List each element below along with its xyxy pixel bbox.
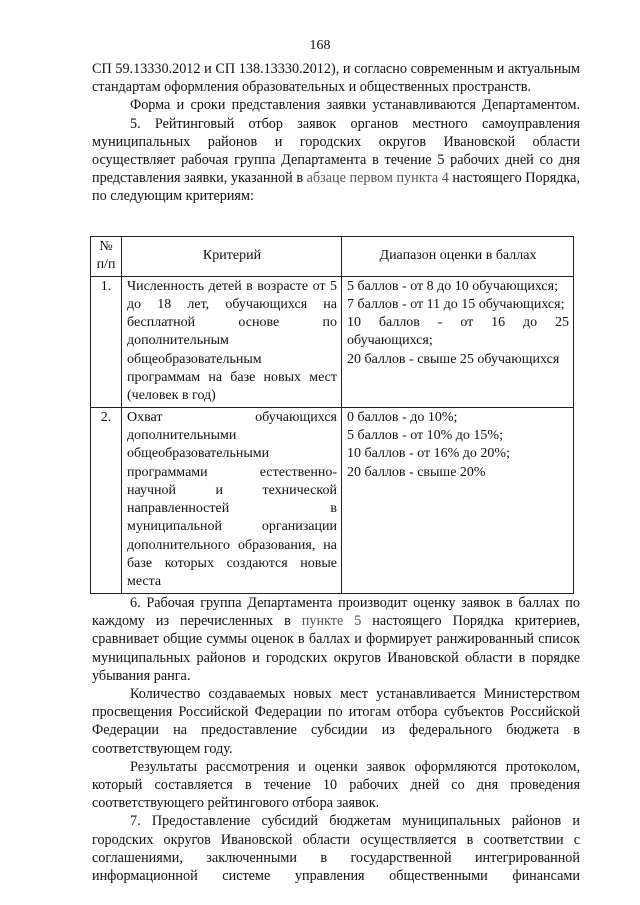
reference-link-point-5[interactable]: пункте 5 bbox=[301, 613, 362, 630]
table-header-row bbox=[91, 237, 574, 277]
intro-paragraph-3-start: 5. Рейтинговый отбор заявок органов местного самоуправления муниципальных районов и городских округов Ивановской области осуществляет рабочая группа Департамента в течение 5 рабочих дней со дня представления заявки, указанной в bbox=[92, 115, 580, 187]
score-line: 10 баллов - от 16 до 25 обучающихся; bbox=[347, 315, 569, 349]
intro-paragraph-2: Форма и сроки представления заявки устанавливаются Департаментом. bbox=[130, 97, 580, 114]
intro-paragraph-3 bbox=[92, 115, 580, 206]
score-line: 20 баллов - свыше 20% bbox=[347, 464, 486, 480]
table-row bbox=[91, 407, 574, 593]
paragraph-6-start: 6. Рабочая группа Департамента производит оценку заявок в баллах по каждому из перечисленных в bbox=[92, 595, 580, 630]
score-line: 0 баллов - до 10%; bbox=[347, 409, 458, 425]
paragraph-6 bbox=[92, 594, 580, 685]
header-score-range: Диапазон оценки в баллах bbox=[342, 237, 574, 277]
row-number: 2. bbox=[91, 407, 122, 593]
header-number: № п/п bbox=[91, 237, 122, 277]
score-line: 10 баллов - от 16% до 20%; bbox=[347, 446, 510, 462]
body-text bbox=[92, 594, 580, 885]
header-criterion: Критерий bbox=[122, 237, 342, 277]
reference-link-paragraph-4[interactable]: абзаце первом пункта 4 bbox=[306, 170, 449, 187]
score-line: 20 баллов - свыше 25 обучающихся bbox=[347, 351, 560, 367]
paragraph-7: Количество создаваемых новых мест устанавливается Министерством просвещения Российской Федерации по итогам отбора субъектов Российской Федерации на предоставление субсидии из федерального бюджета в соответствующем году. bbox=[92, 686, 580, 757]
row-criterion: Охват обучающихся дополнительными общеобразовательными программами естественно-научной и технической направленностей в муниципальной организации дополнительного образования, на базе которых создаются новые места bbox=[122, 407, 342, 593]
row-scores bbox=[342, 276, 574, 407]
intro-text bbox=[92, 60, 580, 206]
criteria-table bbox=[90, 236, 574, 594]
paragraph-6-end: настоящего Порядка критериев, сравнивает общие суммы оценок в баллах и формирует ранжированный список муниципальных районов и городских округов Ивановской области в порядке убывания ранга. bbox=[92, 613, 580, 684]
score-line: 5 баллов - от 10% до 15%; bbox=[347, 427, 503, 443]
score-line: 7 баллов - от 11 до 15 обучающихся; bbox=[347, 296, 565, 312]
score-line: 5 баллов - от 8 до 10 обучающихся; bbox=[347, 278, 558, 294]
row-criterion: Численность детей в возрасте от 5 до 18 лет, обучающихся на бесплатной основе по дополнительным общеобразовательным программам на базе новых мест (человек в год) bbox=[122, 276, 342, 407]
intro-paragraph-1: СП 59.13330.2012 и СП 138.13330.2012), и согласно современным и актуальным стандартам оформления образовательных и общественных пространств. bbox=[92, 61, 580, 96]
page-number: 168 bbox=[309, 38, 331, 53]
paragraph-9: 7. Предоставление субсидий бюджетам муниципальных районов и городских округов Ивановской области осуществляется в соответствии с соглашениями, заключенными в государственной интегрированной информационной системе управления общественными финансами bbox=[92, 813, 580, 885]
intro-paragraph-3-end: настоящего Порядка, по следующим критериям: bbox=[92, 170, 580, 205]
paragraph-8: Результаты рассмотрения и оценки заявок оформляются протоколом, который составляется в течение 10 рабочих дней со дня проведения соответствующего рейтингового отбора заявок. bbox=[92, 758, 580, 812]
row-number: 1. bbox=[91, 276, 122, 407]
row-scores bbox=[342, 407, 574, 593]
table-row bbox=[91, 276, 574, 407]
